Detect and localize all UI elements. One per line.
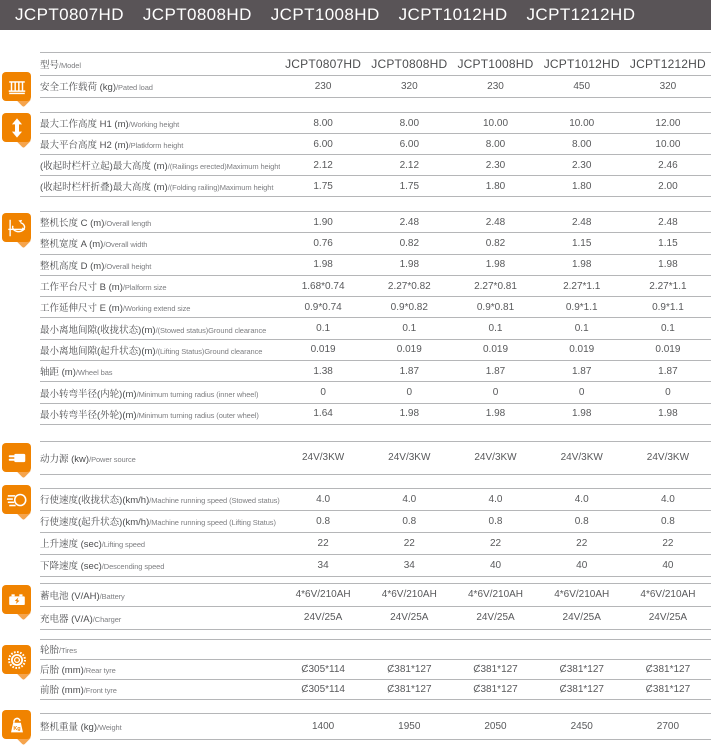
- row-label-zh: 前胎 (mm): [40, 685, 84, 697]
- spec-row-machine-running-speed-lifting-status: [40, 511, 711, 533]
- row-label-en: Weight: [99, 723, 122, 733]
- row-label: [40, 343, 280, 357]
- label-separator: /: [104, 219, 107, 229]
- value-cell: 1.75: [313, 180, 333, 192]
- row-label-zh: 型号: [40, 59, 60, 71]
- value-cell: 4*6V/210AH: [640, 589, 696, 601]
- value-cell: 0.1: [488, 323, 503, 335]
- row-label: [40, 364, 280, 378]
- row-label: [40, 137, 280, 151]
- label-separator: /: [155, 325, 158, 335]
- row-label-zh: 安全工作载荷 (kg): [40, 82, 117, 94]
- label-separator: /: [101, 540, 104, 550]
- row-label: [40, 514, 280, 528]
- value-cell: 0.019: [396, 344, 422, 356]
- value-cell: 0.9*1.1: [565, 301, 598, 313]
- value-cell: 1.98: [571, 408, 592, 420]
- value-cell: 0.82: [399, 237, 420, 249]
- label-separator: /: [104, 261, 107, 271]
- value-cell: 2.27*0.82: [387, 280, 431, 292]
- value-cell: 1.64: [313, 408, 333, 420]
- value-cell: 0.8: [660, 515, 675, 527]
- value-cell: 1.90: [313, 216, 333, 228]
- spec-row-plalform-size: [40, 276, 711, 297]
- value-cell: 4.0: [316, 493, 331, 505]
- row-label: [40, 536, 280, 550]
- row-label: [40, 57, 280, 71]
- value-cell: Ȼ381*127: [387, 663, 432, 675]
- spec-row-working-extend-size: [40, 297, 711, 318]
- spec-row-wheel-bas: [40, 361, 711, 382]
- weight-icon: [2, 710, 31, 746]
- row-label: [40, 179, 280, 193]
- row-label-en: Power source: [91, 454, 136, 464]
- spec-table: [40, 52, 711, 740]
- value-cell: 40: [576, 559, 588, 571]
- value-cell: 4.0: [488, 493, 503, 505]
- spec-row-folding-railing-maximum-height: [40, 176, 711, 197]
- value-cell: 0: [492, 387, 499, 399]
- row-label-zh: 轮胎: [40, 645, 60, 657]
- value-cell: 0.019: [482, 344, 509, 356]
- value-cell: 2.48: [658, 216, 678, 228]
- value-cell: 2.27*1.1: [649, 280, 687, 292]
- value-cell: 0.8: [316, 515, 331, 527]
- value-cell: 24V/3KW: [560, 452, 603, 464]
- value-cell: Ȼ381*127: [645, 683, 691, 695]
- value-cell: 1.87: [485, 365, 506, 377]
- value-cell: 0.1: [316, 323, 331, 335]
- row-label-zh: (收起时栏杆折叠)最大高度 (m): [40, 182, 168, 193]
- row-label-en: Plalform size: [124, 283, 167, 293]
- label-separator: /: [99, 591, 102, 601]
- row-label-en: Overall width: [105, 240, 148, 250]
- row-label: [40, 258, 280, 272]
- label-separator: /: [155, 346, 158, 356]
- value-cell: 24V/3KW: [301, 452, 345, 464]
- tire-icon: [2, 645, 31, 681]
- value-cell: 24V/3KW: [646, 452, 690, 464]
- row-label-en: Front tyre: [85, 686, 117, 696]
- value-cell: 4*6V/210AH: [295, 589, 351, 601]
- row-label-zh: 整机长度 C (m): [40, 218, 105, 230]
- value-cell: 1.15: [571, 237, 592, 249]
- value-cell: 22: [403, 537, 415, 549]
- value-cell: 1.98: [571, 259, 592, 271]
- battery-icon: [2, 585, 31, 621]
- value-cell: 10.00: [482, 117, 509, 129]
- value-cell: 2.30: [571, 159, 592, 171]
- row-label-zh: 行使速度(收拢状态)(km/h): [40, 495, 150, 507]
- spec-row-weight: [40, 714, 711, 740]
- value-cell: 1.98: [485, 259, 506, 271]
- value-cell: 4*6V/210AH: [467, 589, 524, 601]
- value-cell: 1.98: [399, 259, 420, 271]
- spec-row-model: [40, 53, 711, 76]
- row-label-en: (Folding railing)Maximum height: [169, 183, 274, 192]
- row-label-zh: 整机重量 (kg): [40, 722, 98, 734]
- value-cell: 8.00: [571, 138, 592, 150]
- value-cell: 1.68*0.74: [301, 280, 345, 292]
- value-cell: Ȼ381*127: [473, 663, 518, 675]
- spec-row-power-source: [40, 442, 711, 475]
- section-speed: [40, 488, 711, 577]
- row-label-en: Machine running speed (Stowed status): [151, 496, 280, 506]
- value-cell: 24V/25A: [390, 612, 429, 624]
- row-label-zh: 工作平台尺寸 B (m): [40, 282, 123, 294]
- value-cell: JCPT0807HD: [285, 56, 362, 71]
- spec-row-battery: [40, 584, 711, 607]
- top-bar-model: JCPT0807HD: [15, 5, 124, 24]
- section-power: [40, 441, 711, 475]
- label-separator: /: [75, 368, 78, 378]
- label-separator: /: [59, 60, 61, 70]
- row-label: [40, 116, 280, 130]
- value-cell: 24V/3KW: [474, 452, 517, 464]
- value-cell: 450: [573, 80, 591, 92]
- value-cell: 1.80: [571, 180, 592, 192]
- value-cell: 0.9*1.1: [652, 301, 684, 313]
- row-label: [40, 719, 280, 733]
- row-label-zh: 下降速度 (sec): [40, 561, 102, 573]
- value-cell: JCPT1012HD: [543, 56, 620, 71]
- spec-row-tires: [40, 640, 711, 660]
- value-cell: 40: [662, 559, 674, 571]
- platform-railing-icon: [2, 72, 31, 108]
- label-separator: /: [83, 686, 86, 696]
- label-separator: /: [59, 646, 61, 656]
- label-separator: /: [149, 496, 152, 506]
- row-label: [40, 386, 280, 400]
- row-label: [40, 407, 280, 421]
- section-model-load: [40, 52, 711, 98]
- row-label-zh: 最大工作高度 H1 (m): [40, 119, 129, 130]
- spec-row-overall-height: [40, 255, 711, 276]
- value-cell: 0.9*0.82: [390, 301, 428, 313]
- value-cell: 0.9*0.81: [476, 301, 515, 313]
- value-cell: Ȼ381*127: [645, 663, 691, 675]
- row-label-en: Overall length: [106, 219, 152, 229]
- value-cell: 1.98: [658, 259, 678, 271]
- spec-row-lifting-speed: [40, 533, 711, 555]
- row-label-en: Rear tyre: [85, 666, 116, 676]
- row-label: [40, 558, 280, 572]
- value-cell: 1400: [311, 720, 335, 732]
- row-label-en: (Lifting Status)Ground clearance: [157, 346, 263, 356]
- value-cell: 2.27*0.81: [474, 280, 517, 292]
- row-label: [40, 611, 280, 625]
- top-bar-model: JCPT1008HD: [270, 5, 380, 24]
- row-label: [40, 236, 280, 250]
- value-cell: 4*6V/210AH: [381, 589, 437, 601]
- value-cell: 1.38: [313, 365, 333, 377]
- svg-text:Kg: Kg: [12, 725, 21, 732]
- spec-row-working-height: [40, 113, 711, 134]
- label-separator: /: [89, 454, 92, 464]
- value-cell: JCPT1212HD: [629, 56, 706, 71]
- value-cell: JCPT0808HD: [371, 56, 448, 71]
- label-separator: /: [128, 141, 131, 150]
- row-label: [40, 662, 280, 676]
- value-cell: 1.98: [399, 408, 420, 420]
- row-label-en: Working extend size: [124, 304, 191, 314]
- section-battery: [40, 583, 711, 630]
- spec-row-stowed-status-ground-clearance: [40, 318, 711, 339]
- label-separator: /: [92, 614, 95, 624]
- value-cell: 0.8: [402, 515, 417, 527]
- row-label-zh: 最小离地间隙(收拢状态)(m): [40, 324, 156, 336]
- row-label-zh: 最大平台高度 H2 (m): [40, 140, 129, 151]
- row-label-en: Descending speed: [103, 562, 165, 572]
- value-cell: 230: [487, 80, 504, 92]
- value-cell: 0.019: [310, 344, 336, 356]
- label-separator: /: [122, 283, 125, 293]
- label-separator: /: [97, 723, 99, 733]
- value-cell: 0.1: [402, 323, 417, 335]
- row-label-en: (Railings erected)Maximum height: [169, 162, 280, 171]
- value-cell: 0.82: [485, 237, 506, 249]
- speed-icon: [2, 485, 31, 521]
- value-cell: Ȼ305*114: [301, 663, 345, 675]
- value-cell: 24V/25A: [648, 612, 688, 624]
- row-label-zh: 后胎 (mm): [40, 665, 84, 677]
- value-cell: 2450: [570, 720, 593, 732]
- value-cell: 1.98: [313, 259, 333, 271]
- label-separator: /: [167, 162, 170, 171]
- value-cell: 0: [578, 387, 585, 399]
- value-cell: 1.15: [658, 237, 678, 249]
- row-label-en: Overall height: [106, 261, 152, 271]
- top-bar-model: JCPT1212HD: [526, 5, 636, 24]
- section-heights: [40, 112, 711, 197]
- value-cell: 0.8: [488, 515, 503, 527]
- value-cell: Ȼ381*127: [387, 683, 432, 695]
- row-label: [40, 158, 280, 172]
- value-cell: 0.1: [574, 323, 589, 335]
- value-cell: 0.8: [574, 515, 589, 527]
- value-cell: 24V/25A: [476, 612, 515, 624]
- row-label-zh: 整机高度 D (m): [40, 260, 105, 272]
- power-plug-icon: [2, 443, 31, 479]
- spec-row-pated-load: [40, 76, 711, 99]
- top-bar-model: JCPT1012HD: [398, 5, 508, 24]
- row-label: [40, 492, 280, 506]
- turning-radius-icon: [2, 213, 31, 249]
- value-cell: 0.76: [313, 237, 333, 249]
- value-cell: 4*6V/210AH: [554, 589, 610, 601]
- row-label-en: Model: [61, 60, 81, 70]
- label-separator: /: [128, 120, 131, 129]
- value-cell: 4.0: [660, 493, 675, 505]
- top-bar-model: JCPT0808HD: [142, 5, 252, 24]
- label-separator: /: [149, 518, 152, 528]
- row-label-zh: 最小转弯半径(外轮)(m): [40, 409, 137, 421]
- value-cell: 2.48: [571, 216, 592, 228]
- spec-row-minimum-turning-radius-outer-wheel: [40, 404, 711, 425]
- value-cell: 4.0: [402, 493, 417, 505]
- value-cell: 320: [400, 80, 418, 92]
- label-separator: /: [83, 666, 86, 676]
- value-cell: 40: [489, 559, 502, 571]
- value-cell: 2050: [484, 720, 507, 732]
- value-cell: 2.12: [313, 159, 333, 171]
- value-cell: 0.019: [655, 344, 681, 356]
- value-cell: 230: [314, 80, 332, 92]
- section-weight: [40, 713, 711, 740]
- value-cell: 8.00: [313, 117, 333, 129]
- value-cell: 2.12: [399, 159, 420, 171]
- value-cell: 0: [320, 387, 326, 399]
- value-cell: 0.019: [569, 344, 595, 356]
- row-label-zh: 充电器 (V/A): [40, 613, 93, 625]
- row-label: [40, 682, 280, 696]
- row-label-zh: 蓄电池 (V/AH): [40, 590, 100, 602]
- value-cell: 8.00: [485, 138, 506, 150]
- value-cell: Ȼ381*127: [559, 663, 604, 675]
- spec-row-charger: [40, 607, 711, 630]
- label-separator: /: [122, 304, 125, 314]
- row-label-zh: 轴距 (m): [40, 367, 76, 379]
- value-cell: 22: [317, 537, 329, 549]
- value-cell: 1950: [398, 720, 421, 732]
- value-cell: 10.00: [655, 138, 681, 150]
- value-cell: 24V/3KW: [388, 452, 431, 464]
- value-cell: 0.9*0.74: [304, 301, 342, 313]
- row-label-en: Machine running speed (Lifting Status): [151, 518, 276, 528]
- value-cell: 1.87: [571, 365, 592, 377]
- value-cell: 1.80: [485, 180, 506, 192]
- row-label-en: Lifting speed: [103, 540, 145, 550]
- value-cell: 34: [403, 559, 415, 571]
- value-cell: 10.00: [569, 117, 595, 129]
- value-cell: 2.48: [399, 216, 420, 228]
- row-label-zh: 工作延伸尺寸 E (m): [40, 303, 123, 315]
- row-label-en: Minimum turning radius (outer wheel): [138, 410, 259, 420]
- label-separator: /: [101, 562, 104, 572]
- spec-row-descending-speed: [40, 555, 711, 577]
- value-cell: 6.00: [313, 138, 333, 150]
- row-label: [40, 451, 280, 465]
- value-cell: 1.75: [399, 180, 420, 192]
- row-label: [40, 215, 280, 229]
- row-label-en: Charger: [94, 614, 122, 624]
- spec-row-overall-length: [40, 212, 711, 233]
- row-label-en: Tires: [61, 646, 77, 656]
- label-separator: /: [116, 83, 118, 93]
- spec-row-overall-width: [40, 233, 711, 254]
- model-header-bar: [0, 0, 711, 30]
- row-label-zh: 行使速度(起升状态)(km/h): [40, 517, 150, 529]
- value-cell: 24V/25A: [303, 612, 343, 624]
- row-label-en: (Stowed status)Ground clearance: [157, 325, 267, 335]
- spec-row-front-tyre: [40, 680, 711, 700]
- section-dimensions: [40, 211, 711, 425]
- value-cell: 1.87: [399, 365, 420, 377]
- value-cell: Ȼ305*114: [301, 683, 345, 695]
- value-cell: 22: [489, 537, 502, 549]
- spec-row-rear-tyre: [40, 660, 711, 680]
- value-cell: 0: [665, 387, 671, 399]
- category-icon-rail: [0, 0, 36, 755]
- row-label: [40, 279, 280, 293]
- value-cell: 0: [406, 387, 413, 399]
- row-label-zh: 最小转弯半径(内轮)(m): [40, 388, 137, 400]
- row-label-zh: 动力源 (kw): [40, 453, 90, 465]
- spec-row-minimum-turning-radius-inner-wheel: [40, 382, 711, 403]
- spec-row-lifting-status-ground-clearance: [40, 340, 711, 361]
- value-cell: 2.00: [658, 180, 678, 192]
- value-cell: 2.27*1.1: [563, 280, 601, 292]
- row-label-en: Pated load: [118, 83, 153, 93]
- row-label-en: Battery: [101, 591, 125, 601]
- row-label-zh: (收起时栏杆立起)最大高度 (m): [40, 161, 168, 172]
- row-label-en: Working height: [130, 120, 180, 129]
- row-label: [40, 322, 280, 336]
- value-cell: 0.1: [660, 323, 675, 335]
- value-cell: 1.87: [658, 365, 678, 377]
- label-separator: /: [103, 240, 106, 250]
- row-label-en: Platkform height: [130, 141, 184, 150]
- value-cell: 4.0: [574, 493, 589, 505]
- label-separator: /: [136, 389, 139, 399]
- value-cell: 24V/25A: [562, 612, 601, 624]
- row-label: [40, 79, 280, 93]
- value-cell: 22: [576, 537, 588, 549]
- label-separator: /: [136, 410, 139, 420]
- value-cell: Ȼ381*127: [473, 683, 518, 695]
- row-label-zh: 整机宽度 A (m): [40, 239, 104, 251]
- value-cell: 8.00: [399, 117, 420, 129]
- label-separator: /: [167, 183, 170, 192]
- row-label-en: Minimum turning radius (inner wheel): [138, 389, 259, 399]
- row-label: [40, 588, 280, 602]
- row-label: [40, 300, 280, 314]
- spec-row-machine-running-speed-stowed-status: [40, 489, 711, 511]
- value-cell: 1.98: [658, 408, 678, 420]
- value-cell: 12.00: [655, 117, 681, 129]
- row-label-en: Wheel bas: [77, 368, 113, 378]
- value-cell: 6.00: [399, 138, 420, 150]
- value-cell: Ȼ381*127: [559, 683, 604, 695]
- up-down-arrow-icon: [2, 113, 31, 149]
- row-label-zh: 上升速度 (sec): [40, 539, 102, 551]
- value-cell: 1.98: [485, 408, 506, 420]
- value-cell: 22: [662, 537, 674, 549]
- value-cell: 2.46: [658, 159, 678, 171]
- value-cell: 2.48: [485, 216, 506, 228]
- spec-row-railings-erected-maximum-height: [40, 155, 711, 176]
- spec-row-platkform-height: [40, 134, 711, 155]
- row-label-zh: 最小离地间隙(起升状态)(m): [40, 345, 156, 357]
- row-label: [40, 642, 711, 656]
- section-tires: [40, 639, 711, 700]
- value-cell: 34: [317, 559, 329, 571]
- value-cell: 2.30: [485, 159, 506, 171]
- value-cell: JCPT1008HD: [457, 56, 534, 71]
- value-cell: 320: [659, 80, 677, 92]
- value-cell: 2700: [656, 720, 680, 732]
